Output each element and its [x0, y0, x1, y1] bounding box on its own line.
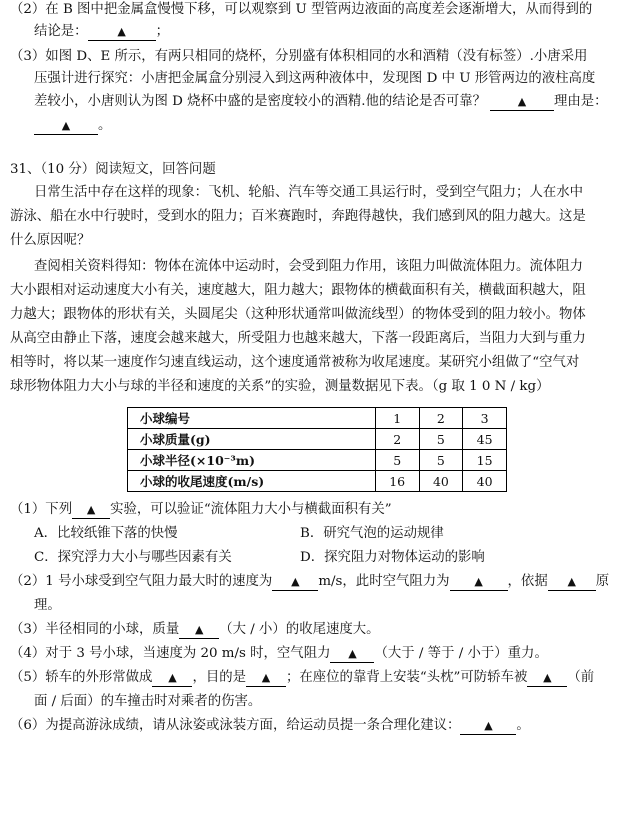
q31-para2-line: 查阅相关资料得知：物体在流体中运动时，会受到阻力作用，该阻力叫做流体阻力。流体阻力 — [34, 259, 584, 274]
option-b: B．研究气泡的运动规律 — [300, 526, 444, 541]
q31-para1-line: 游泳、船在水中行驶时，受到水的阻力；百米赛跑时，奔跑得越快，我们感到风的阻力越大。这是 — [10, 209, 586, 224]
triangle-icon: ▲ — [348, 647, 357, 660]
sub5-purpose-label: ，目的是 — [192, 670, 246, 685]
sub4-blank[interactable] — [330, 646, 374, 663]
table-cell: 45 — [463, 429, 507, 450]
sub2-force-blank[interactable] — [450, 574, 508, 591]
sub2-basis: ，依据 — [507, 574, 548, 589]
sub2-prefix: （2）1 号小球受到空气阻力最大时的速度为 — [10, 574, 273, 589]
table-cell: 5 — [375, 450, 419, 471]
sub6-prefix: （6）为提高游泳成绩，请从泳姿或泳装方面，给运动员提一条合理化建议： — [10, 718, 461, 733]
sub6-end: 。 — [516, 718, 530, 733]
sub3-suffix: （大 / 小）的收尾速度大。 — [219, 622, 380, 637]
triangle-icon: ▲ — [86, 503, 96, 516]
q2-line-1: （2）在 B 图中把金属盒慢慢下移，可以观察到 U 型管两边液面的高度差会逐渐增大，从而得到的 — [10, 2, 593, 17]
table-cell: 40 — [419, 471, 463, 492]
triangle-icon: ▲ — [567, 575, 576, 588]
sub2-mid: m/s，此时空气阻力为 — [318, 574, 450, 589]
q31-para2-line: 力越大；跟物体的形状有关，头圆尾尖（这种形状通常叫做流线型）的物体受到的阻力较小。物体 — [10, 307, 586, 322]
table-header-cell: 小球的收尾速度(m/s) — [128, 471, 376, 492]
q31-title: 31、（10 分）阅读短文，回答问题 — [10, 162, 216, 177]
sub4-suffix: （大于 / 等于 / 小于）重力。 — [374, 646, 548, 661]
triangle-icon: ▲ — [261, 671, 271, 684]
table-row — [128, 429, 507, 450]
q2-conclusion-label: 结论是： — [34, 24, 88, 39]
table-cell: 15 — [463, 450, 507, 471]
data-table — [127, 407, 507, 492]
triangle-icon: ▲ — [474, 575, 483, 588]
sub4-line — [10, 644, 548, 664]
q31-para2-line: 大小跟相对运动速度大小有关，速度越大，阻力越大；跟物体的横截面积有关，横截面积越大，阻 — [10, 283, 586, 298]
q31-para2-line: 球形物体阻力大小与球的半径和速度的关系”的实验，测量数据见下表。（g 取 1 0 N / kg） — [10, 379, 550, 394]
sub6-line — [10, 716, 530, 736]
sub5-prefix: （5）轿车的外形常做成 — [10, 670, 153, 685]
sub6-blank[interactable] — [460, 718, 516, 735]
sub2-principle-blank[interactable] — [548, 574, 596, 591]
sub3-line — [10, 620, 380, 640]
q3-question-text: 差较小，小唐则认为图 D 烧杯中盛的是密度较小的酒精.他的结论是否可靠？ — [34, 94, 487, 109]
sub5-mid: ；在座位的靠背上安装“头枕”可防轿车被 — [286, 670, 528, 685]
sub5-end: （前 — [567, 670, 595, 685]
triangle-icon: ▲ — [484, 719, 493, 732]
option-d: D．探究阻力对物体运动的影响 — [300, 550, 485, 565]
table-row — [128, 408, 507, 429]
q31-para1-line: 日常生活中存在这样的现象：飞机、轮船、汽车等交通工具运行时，受到空气阻力；人在水中 — [34, 185, 584, 200]
table-cell: 1 — [375, 408, 419, 429]
sub1-line — [10, 500, 392, 520]
table-header-cell: 小球编号 — [128, 408, 376, 429]
sub3-blank[interactable] — [179, 622, 219, 639]
table-cell: 3 — [463, 408, 507, 429]
sub2-line-2: 理。 — [34, 598, 61, 613]
table-header-cell: 小球半径(×10⁻³m) — [128, 450, 376, 471]
q3-reason-blank[interactable] — [34, 118, 98, 135]
table-cell: 40 — [463, 471, 507, 492]
sub5-shape-blank[interactable] — [152, 670, 192, 687]
sub3-prefix: （3）半径相同的小球，质量 — [10, 622, 180, 637]
triangle-icon: ▲ — [517, 95, 527, 108]
sub5-direction-blank[interactable] — [527, 670, 567, 687]
sub5-purpose-blank[interactable] — [246, 670, 286, 687]
table-row — [128, 471, 507, 492]
q3-line-1: （3）如图 D、E 所示，有两只相同的烧杯，分别盛有体积相同的水和酒精（没有标签）.小唐采用 — [10, 49, 588, 64]
q3-reliable-blank[interactable] — [490, 94, 554, 111]
option-c: C．探究浮力大小与哪些因素有关 — [34, 550, 232, 565]
q3-end-punct: 。 — [98, 118, 112, 133]
table-cell: 2 — [419, 408, 463, 429]
sub1-prefix: （1）下列 — [10, 502, 73, 517]
table-cell: 5 — [419, 429, 463, 450]
sub4-prefix: （4）对于 3 号小球，当速度为 20 m/s 时，空气阻力 — [10, 646, 331, 661]
sub1-blank[interactable] — [72, 502, 110, 519]
table-cell: 5 — [419, 450, 463, 471]
q2-end-punct: ； — [155, 24, 169, 39]
q2-conclusion-blank[interactable] — [88, 24, 156, 41]
q31-para1-line: 什么原因呢？ — [10, 233, 91, 248]
q3-line-3 — [34, 92, 608, 112]
q31-para2-line: 相等时，将以某一速度作匀速直线运动，这个速度通常被称为收尾速度。某研究小组做了“空气对 — [10, 355, 580, 370]
triangle-icon: ▲ — [194, 623, 204, 636]
q3-line-2: 压强计进行探究：小唐把金属盒分别浸入到这两种液体中，发现图 D 中 U 形管两边的液柱高度 — [34, 71, 596, 86]
triangle-icon: ▲ — [117, 25, 126, 38]
triangle-icon: ▲ — [61, 119, 71, 132]
table-header-cell: 小球质量(g) — [128, 429, 376, 450]
table-row — [128, 450, 507, 471]
sub5-line — [10, 668, 594, 688]
triangle-icon: ▲ — [291, 575, 300, 588]
triangle-icon: ▲ — [543, 671, 552, 684]
table-cell: 16 — [375, 471, 419, 492]
sub2-end: 原 — [595, 574, 610, 589]
q2-line-2 — [34, 22, 169, 42]
table-cell: 2 — [375, 429, 419, 450]
triangle-icon: ▲ — [168, 671, 177, 684]
option-a: A．比较纸锥下落的快慢 — [34, 526, 178, 541]
sub5-line-2: 面 / 后面）的车撞击时对乘者的伤害。 — [34, 694, 262, 709]
q31-para2-line: 从高空由静止下落，速度会越来越大，所受阻力也越来越大，下落一段距离后，当阻力大到与重力 — [10, 331, 586, 346]
sub2-line — [10, 572, 609, 592]
sub2-speed-blank[interactable] — [272, 574, 318, 591]
sub1-suffix: 实验，可以验证“流体阻力大小与横截面积有关” — [110, 502, 392, 517]
q3-reason-label: 理由是： — [554, 94, 608, 109]
q3-line-4 — [34, 116, 111, 136]
